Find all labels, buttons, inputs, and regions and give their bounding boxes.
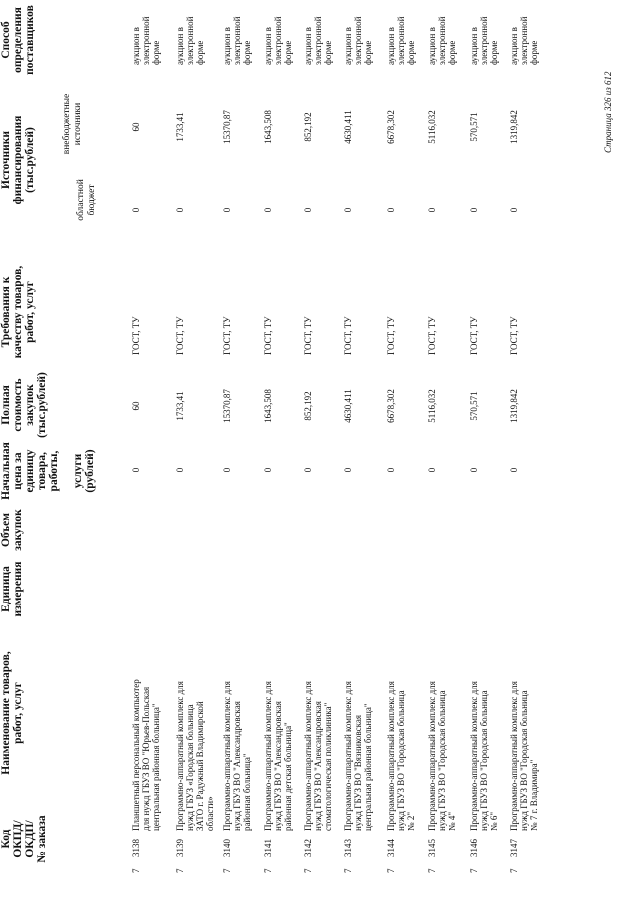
row-id <box>427 839 437 857</box>
table-header <box>0 0 120 875</box>
cell-text: 4630,411 <box>343 110 353 144</box>
row-code <box>509 869 519 874</box>
row-name <box>386 621 416 831</box>
cell-line: аукцион в <box>343 27 353 65</box>
cell-text <box>131 621 161 831</box>
cell-text: 0 <box>222 467 232 473</box>
cell-text: 7 <box>509 868 519 873</box>
row-requirements <box>131 275 141 355</box>
row-method <box>343 0 373 65</box>
row-total <box>222 375 232 437</box>
header-price: Начальная цена за единицу товара, работы, услуги (рублей) <box>0 442 96 500</box>
cell-text: ГОСТ, ТУ <box>303 316 313 355</box>
header-requirements: Требования к качеству товаров, работ, услуг <box>0 265 36 359</box>
row-id <box>131 839 141 857</box>
row-name <box>427 621 457 831</box>
cell-text: 3141 <box>263 839 273 857</box>
cell-text <box>386 621 416 831</box>
cell-text: 0 <box>427 467 437 473</box>
row-code <box>175 869 185 874</box>
cell-text: 7 <box>175 868 185 873</box>
header-unit: Единица измерения <box>0 561 24 617</box>
cell-text: 0 <box>343 467 353 473</box>
row-total <box>131 375 141 437</box>
cell-text: ГОСТ, ТУ <box>427 316 437 355</box>
row-name <box>131 621 161 831</box>
row-total <box>175 375 185 437</box>
cell-line: Программно-аппаратный комплекс для <box>222 681 232 831</box>
table-row <box>469 0 509 875</box>
cell-line: области» <box>205 796 215 831</box>
row-method <box>509 0 539 65</box>
cell-line: Программно-аппаратный комплекс для <box>303 681 313 831</box>
cell-text: 852,192 <box>303 112 313 142</box>
cell-line: форме <box>283 40 293 65</box>
row-total <box>343 375 353 437</box>
cell-text: 0 <box>509 467 519 473</box>
header-volume: Объем закупок <box>0 509 24 551</box>
row-extra <box>427 97 437 157</box>
row-price <box>263 450 273 490</box>
cell-line: нужд ГБУЗ ВО "Александровская <box>313 701 323 831</box>
cell-text: 0 <box>263 207 273 213</box>
cell-line: аукцион в <box>509 27 519 65</box>
cell-text <box>263 0 293 65</box>
cell-text: 570,571 <box>469 112 479 142</box>
cell-line: нужд ГБУЗ ВО "Вязниковская <box>353 714 363 831</box>
header-source-regional: областной бюджет <box>76 179 97 221</box>
row-name <box>222 621 252 831</box>
row-requirements <box>175 275 185 355</box>
cell-text: 852,192 <box>303 391 313 421</box>
cell-text: 5116,032 <box>427 389 437 423</box>
cell-line: электронной <box>479 16 489 65</box>
row-name <box>509 621 539 831</box>
cell-line: районная детская больница" <box>283 722 293 831</box>
row-id <box>222 839 232 857</box>
header-name: Наименование товаров, работ, услуг <box>0 651 24 775</box>
row-requirements <box>427 275 437 355</box>
cell-text: 0 <box>469 467 479 473</box>
table-row <box>303 0 343 875</box>
cell-line: районная больница" <box>242 753 252 831</box>
row-method <box>131 0 161 65</box>
cell-text: 60 <box>131 401 141 411</box>
row-extra <box>469 97 479 157</box>
table-row <box>509 0 549 875</box>
row-price <box>427 450 437 490</box>
row-method <box>263 0 293 65</box>
cell-line: нужд ГБУЗ ВО "Городская больница <box>437 690 447 831</box>
cell-line: форме <box>447 40 457 65</box>
cell-text <box>303 0 333 65</box>
row-extra <box>222 97 232 157</box>
row-regional <box>427 195 437 225</box>
table-row <box>427 0 467 875</box>
cell-line: форме <box>529 40 539 65</box>
row-requirements <box>222 275 232 355</box>
cell-text <box>175 621 215 831</box>
cell-line: № 7 г. Владимира" <box>529 759 539 831</box>
cell-text: 3138 <box>131 839 141 857</box>
cell-line: № 4" <box>447 811 457 831</box>
row-method <box>175 0 205 65</box>
cell-text: 15370,87 <box>222 389 232 423</box>
cell-text <box>222 621 252 831</box>
row-extra <box>386 97 396 157</box>
row-price <box>131 450 141 490</box>
cell-line: электронной <box>313 16 323 65</box>
cell-text: 3140 <box>222 839 232 857</box>
cell-line: центральная районная больница" <box>151 703 161 831</box>
row-code <box>469 869 479 874</box>
row-total <box>469 375 479 437</box>
cell-text: 0 <box>263 467 273 473</box>
row-regional <box>175 195 185 225</box>
row-name <box>469 621 499 831</box>
row-extra <box>263 97 273 157</box>
cell-text: 7 <box>469 868 479 873</box>
cell-line: Программно-аппаратный комплекс для <box>509 681 519 831</box>
row-requirements <box>509 275 519 355</box>
row-name <box>343 621 373 831</box>
cell-line: форме <box>406 40 416 65</box>
row-regional <box>303 195 313 225</box>
row-requirements <box>386 275 396 355</box>
cell-text: ГОСТ, ТУ <box>386 316 396 355</box>
cell-line: Программно-аппаратный комплекс для <box>427 681 437 831</box>
cell-line: электронной <box>353 16 363 65</box>
row-price <box>303 450 313 490</box>
cell-line: форме <box>363 40 373 65</box>
cell-line: электронной <box>273 16 283 65</box>
row-code <box>222 869 232 874</box>
cell-text <box>469 621 499 831</box>
cell-text <box>343 0 373 65</box>
row-price <box>509 450 519 490</box>
cell-text: 3143 <box>343 839 353 857</box>
table-row <box>131 0 171 875</box>
cell-line: аукцион в <box>175 27 185 65</box>
row-code <box>263 869 273 874</box>
row-id <box>303 839 313 857</box>
row-price <box>222 450 232 490</box>
row-total <box>386 375 396 437</box>
row-code <box>343 869 353 874</box>
cell-text: 60 <box>131 122 141 132</box>
cell-text: 0 <box>131 467 141 473</box>
cell-line: аукцион в <box>222 27 232 65</box>
cell-line: нужд ГБУЗ ВО "Городская больница <box>479 690 489 831</box>
row-code <box>427 869 437 874</box>
cell-text: 0 <box>175 467 185 473</box>
cell-line: аукцион в <box>131 27 141 65</box>
cell-text <box>343 621 373 831</box>
row-extra <box>175 97 185 157</box>
cell-text: ГОСТ, ТУ <box>509 316 519 355</box>
table-row <box>263 0 303 875</box>
cell-text: 1643,508 <box>263 110 273 144</box>
cell-line: электронной <box>232 16 242 65</box>
row-requirements <box>343 275 353 355</box>
row-extra <box>343 97 353 157</box>
cell-text: 7 <box>222 868 232 873</box>
row-regional <box>222 195 232 225</box>
row-regional <box>131 195 141 225</box>
cell-text: 1733,41 <box>175 391 185 421</box>
row-extra <box>131 97 141 157</box>
cell-text: 3142 <box>303 839 313 857</box>
header-method: Способ определения поставщиков <box>0 5 36 75</box>
table-row <box>175 0 215 875</box>
cell-text: 0 <box>427 207 437 213</box>
cell-line: форме <box>323 40 333 65</box>
cell-line: форме <box>151 40 161 65</box>
cell-line: аукцион в <box>469 27 479 65</box>
row-price <box>469 450 479 490</box>
cell-text: 0 <box>343 207 353 213</box>
cell-text: 1733,41 <box>175 112 185 142</box>
cell-text: 0 <box>509 207 519 213</box>
row-regional <box>263 195 273 225</box>
row-name <box>303 621 333 831</box>
cell-line: центральная районная больница" <box>363 703 373 831</box>
header-total: Полная стоимость закупок (тыс.рублей) <box>0 372 48 438</box>
cell-line: электронной <box>437 16 447 65</box>
cell-text <box>131 0 161 65</box>
cell-line: аукцион в <box>263 27 273 65</box>
row-total <box>427 375 437 437</box>
cell-line: Программно-аппаратный комплекс для <box>343 681 353 831</box>
row-total <box>263 375 273 437</box>
row-requirements <box>469 275 479 355</box>
cell-text: 6678,302 <box>386 389 396 423</box>
row-code <box>303 869 313 874</box>
row-id <box>263 839 273 857</box>
cell-text: 0 <box>386 467 396 473</box>
cell-line: аукцион в <box>427 27 437 65</box>
cell-line: Программно-аппаратный комплекс для <box>469 681 479 831</box>
cell-text: 5116,032 <box>427 110 437 144</box>
cell-text <box>469 0 499 65</box>
row-method <box>303 0 333 65</box>
row-price <box>343 450 353 490</box>
cell-line: нужд ГБУЗ ВО "Александровская <box>273 701 283 831</box>
cell-text: 3144 <box>386 839 396 857</box>
cell-text: 7 <box>427 868 437 873</box>
row-extra <box>303 97 313 157</box>
row-name <box>175 621 215 831</box>
cell-line: электронной <box>185 16 195 65</box>
cell-text: ГОСТ, ТУ <box>469 316 479 355</box>
cell-text: 3146 <box>469 839 479 857</box>
page-footer: Страница 326 из 612 <box>603 71 613 153</box>
row-total <box>509 375 519 437</box>
cell-text <box>427 0 457 65</box>
cell-text: 7 <box>131 868 141 873</box>
cell-text: 7 <box>386 868 396 873</box>
cell-text: ГОСТ, ТУ <box>222 316 232 355</box>
row-requirements <box>303 275 313 355</box>
cell-text: 0 <box>175 207 185 213</box>
cell-text: 0 <box>131 207 141 213</box>
cell-line: форме <box>489 40 499 65</box>
cell-line: нужд ГБУЗ ВО "Городская больница <box>396 690 406 831</box>
cell-text: 0 <box>386 207 396 213</box>
cell-text <box>427 621 457 831</box>
header-code: Код ОКПД/ ОКДП/ № заказа <box>0 815 48 863</box>
cell-text: 7 <box>303 868 313 873</box>
cell-text: 0 <box>469 207 479 213</box>
cell-line: электронной <box>519 16 529 65</box>
header-sources: Источники финансирования (тыс.рублей) <box>0 115 36 205</box>
row-method <box>427 0 457 65</box>
row-id <box>509 839 519 857</box>
cell-line: нужд ГБУЗ ВО "Александровская <box>232 701 242 831</box>
cell-text: 4630,411 <box>343 389 353 423</box>
cell-text <box>509 0 539 65</box>
cell-text: 1319,842 <box>509 110 519 144</box>
row-code <box>131 869 141 874</box>
cell-text: 1319,842 <box>509 389 519 423</box>
cell-line: стоматологическая поликлиника" <box>323 702 333 831</box>
row-id <box>175 839 185 857</box>
row-total <box>303 375 313 437</box>
cell-line: форме <box>195 40 205 65</box>
cell-line: электронной <box>141 16 151 65</box>
row-price <box>175 450 185 490</box>
cell-line: для нужд ГБУЗ ВО "Юрьев-Польская <box>141 686 151 831</box>
cell-text: 570,571 <box>469 391 479 421</box>
cell-line: № 2" <box>406 811 416 831</box>
cell-line: № 6" <box>489 811 499 831</box>
row-regional <box>469 195 479 225</box>
cell-line: Программно-аппаратный комплекс для <box>175 681 185 831</box>
header-source-extra: внебюджетные источники <box>62 93 83 155</box>
cell-text <box>175 0 205 65</box>
row-id <box>386 839 396 857</box>
row-method <box>222 0 252 65</box>
cell-text: 0 <box>303 467 313 473</box>
row-regional <box>509 195 519 225</box>
row-method <box>386 0 416 65</box>
cell-text: ГОСТ, ТУ <box>263 316 273 355</box>
cell-text: 1643,508 <box>263 389 273 423</box>
row-name <box>263 621 293 831</box>
row-regional <box>343 195 353 225</box>
row-requirements <box>263 275 273 355</box>
cell-line: форме <box>242 40 252 65</box>
table-row <box>386 0 426 875</box>
row-code <box>386 869 396 874</box>
cell-text: 3147 <box>509 839 519 857</box>
cell-line: электронной <box>396 16 406 65</box>
cell-line: ЗАТО г. Радужный Владимирской <box>195 701 205 831</box>
cell-text <box>509 621 539 831</box>
table-row <box>343 0 383 875</box>
cell-line: нужд ГБУЗ ВО "Городская больница <box>519 690 529 831</box>
cell-line: аукцион в <box>303 27 313 65</box>
cell-text: 3145 <box>427 839 437 857</box>
cell-text: ГОСТ, ТУ <box>131 316 141 355</box>
table-row <box>222 0 262 875</box>
row-id <box>469 839 479 857</box>
row-price <box>386 450 396 490</box>
row-regional <box>386 195 396 225</box>
row-extra <box>509 97 519 157</box>
cell-text <box>263 621 293 831</box>
cell-text: 7 <box>343 868 353 873</box>
cell-text: 6678,302 <box>386 110 396 144</box>
cell-text: ГОСТ, ТУ <box>343 316 353 355</box>
cell-text: ГОСТ, ТУ <box>175 316 185 355</box>
cell-text: 7 <box>263 868 273 873</box>
cell-text <box>303 621 333 831</box>
cell-line: Планшетный персональный компьютер <box>131 679 141 831</box>
cell-text <box>222 0 252 65</box>
row-id <box>343 839 353 857</box>
cell-text: 0 <box>303 207 313 213</box>
cell-line: Программно-аппаратный комплекс для <box>263 681 273 831</box>
cell-line: нужд ГБУЗ «Городская больница <box>185 704 195 831</box>
row-method <box>469 0 499 65</box>
cell-text: 15370,87 <box>222 110 232 144</box>
cell-text: 0 <box>222 207 232 213</box>
cell-text <box>386 0 416 65</box>
cell-text: 3139 <box>175 839 185 857</box>
cell-line: Программно-аппаратный комплекс для <box>386 681 396 831</box>
cell-line: аукцион в <box>386 27 396 65</box>
